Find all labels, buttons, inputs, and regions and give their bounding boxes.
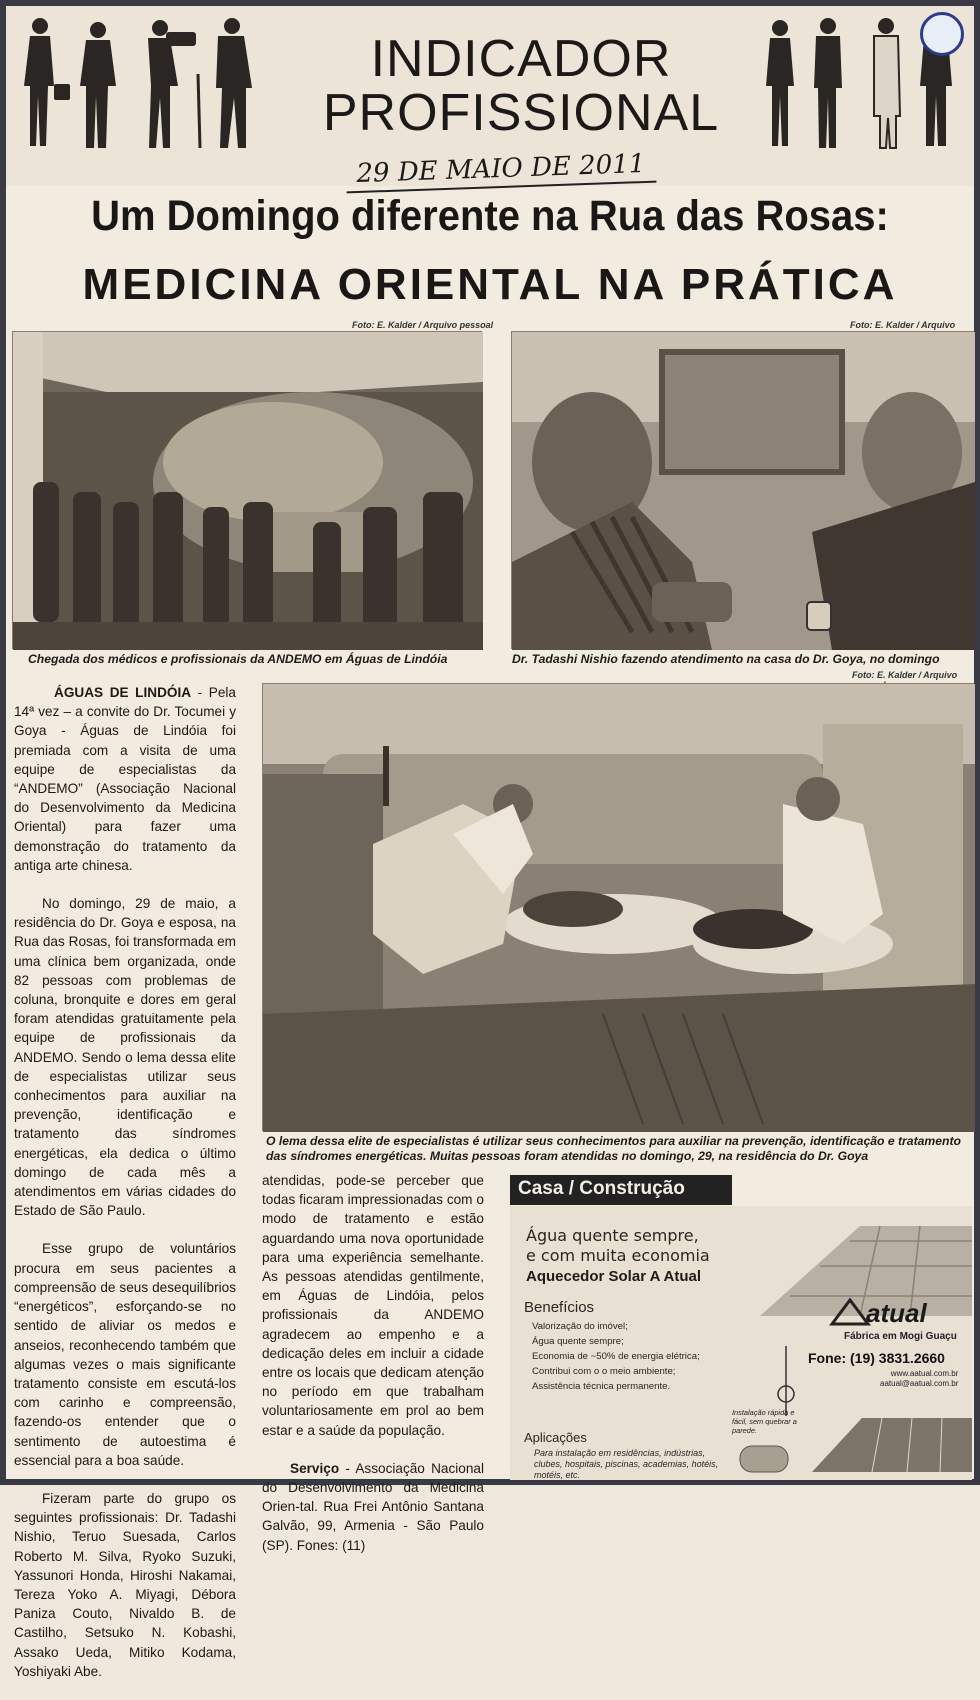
service-label: Serviço: [290, 1460, 340, 1476]
benefit-item: Valorização do imóvel;: [532, 1321, 628, 1332]
water-tank-image: [736, 1436, 792, 1480]
ad-applications-text: Para instalação em residências, indústrias, clubes, hospitais, piscinas, academias, hotéis, motéis, etc.: [534, 1448, 719, 1480]
benefit-item: Água quente sempre;: [532, 1336, 624, 1347]
photo-3-credit: Foto: E. Kalder / Arquivo: [852, 670, 958, 680]
photo-1-credit: Foto: E. Kalder / Arquivo pessoal: [352, 320, 494, 330]
photo-2-credit: Foto: E. Kalder / Arquivo: [850, 320, 956, 330]
ad-contact: [880, 1369, 958, 1389]
photo-treatment-room: [262, 683, 974, 1131]
ad-applications-title: Aplicações: [524, 1430, 587, 1445]
benefit-item: Contribui com o o meio ambiente;: [532, 1366, 676, 1377]
ad-website: www.aatual.com.br: [890, 1369, 959, 1378]
benefit-item: Assistência técnica permanente.: [532, 1381, 671, 1392]
article-column-2: [262, 1171, 484, 1574]
ad-tagline: [526, 1226, 710, 1266]
atual-logo-text: atual: [866, 1298, 927, 1328]
paragraph-5: atendidas, pode-se perceber que todas ficaram impressionadas com o modo de tratamento e estão aguardando uma nova oportunidade para uma experiência semelhante. As pessoas atendidas gentilmente, em Águas de Lindóia, pelos profissionais da ANDEMO agradecem ao empenho e a dedicação deles em incluir a cidade entre os locais que dedicam atenção no período em que trabalham voluntariosamente em prol ao bem estar e a saúde da população.: [262, 1173, 484, 1438]
section-title: [286, 32, 756, 140]
ad-section-header: Casa / Construção: [510, 1175, 732, 1205]
ad-email: aatual@aatual.com.br: [880, 1379, 959, 1388]
article-subheadline: MEDICINA ORIENTAL NA PRÁTICA: [82, 260, 898, 309]
ad-tagline-2: e com muita economia: [526, 1246, 710, 1265]
atual-logo: [828, 1296, 968, 1328]
paragraph-4: Fizeram parte do grupo os seguintes profissionais: Dr. Tadashi Nishio, Teruo Suesada, Carlos Roberto M. Silva, Ryoko Suzuki, Yassunori Honda, Hiroshi Nakamai, Tereza Yoko A. Miyagi, Débora Paniza Couto, Nivaldo B. de Castilho, Setsuko N. Kobashi, Assako Ueda, Mitiko Kodama, Yoshiyaki Abe.: [14, 1490, 236, 1679]
andemo-seal-logo: [920, 12, 964, 56]
professionals-silhouettes-left: [20, 14, 270, 154]
solar-heater-advertisement: [510, 1206, 972, 1480]
photo-arrival-group: [12, 331, 482, 649]
ad-factory: Fábrica em Mogi Guaçu: [844, 1331, 957, 1342]
article-headline: Um Domingo diferente na Rua das Rosas:: [91, 192, 889, 240]
ad-phone: Fone: (19) 3831.2660: [808, 1350, 945, 1366]
solar-collector-image: [802, 1412, 972, 1480]
section-title-line-2: PROFISSIONAL: [322, 84, 720, 142]
article-column-1: [14, 683, 236, 1700]
paragraph-6: [262, 1459, 484, 1555]
photo-3-caption: O lema dessa elite de especialistas é utilizar seus conhecimentos para auxiliar na prevenção, identificação e tratamento das síndromes energéticas. Muitas pessoas foram atendidas no domingo, 29, na residência do Dr. Goya: [266, 1134, 961, 1163]
paragraph-2: No domingo, 29 de maio, a residência do Dr. Goya e esposa, na Rua das Rosas, foi transformada em uma clínica bem organizada, onde 82 pessoas com problemas de coluna, bronquite e dores em geral foram atendidas gratuitamente pela equipe de profissionais da ANDEMO. Sendo o lema dessa elite de especialistas utilizar seus conhecimentos para auxiliar na prevenção, identificação e tratamento das síndromes energéticas, ela dedica o último domingo de cada mês a atendimentos em várias cidades do Estado de São Paulo.: [14, 896, 236, 1219]
paragraph-1: [14, 683, 236, 875]
photo-1-caption: Chegada dos médicos e profissionais da ANDEMO em Águas de Lindóia: [28, 652, 448, 666]
solar-antenna-icon: [776, 1346, 796, 1416]
paragraph-3: Esse grupo de voluntários procura em seus pacientes a compreensão de seus desequilíbrios “energéticos”, esforçando-se no sentido de aliviar os medos e anseios, reconhecendo também que algumas vezes o mais significante tratamento consiste em escutá-los com carinho e compreensão, fazendo-os entender que o sentimento de autoestima é essencial para a boa saúde.: [14, 1241, 236, 1468]
ad-benefits-title: Benefícios: [524, 1299, 595, 1316]
photo-2-caption: Dr. Tadashi Nishio fazendo atendimento na casa do Dr. Goya, no domingo: [512, 652, 940, 666]
photo-consultation: [511, 331, 974, 649]
masthead: [6, 6, 974, 190]
dateline: ÁGUAS DE LINDÓIA: [54, 685, 192, 700]
ad-benefits-list: [532, 1319, 700, 1394]
ad-product-name: Aquecedor Solar A Atual: [526, 1268, 702, 1285]
paragraph-1-text: - Pela 14ª vez – a convite do Dr. Tocumei y Goya - Águas de Lindóia foi premiada com a visita de uma equipe de especialistas da “ANDEMO” (Associação Nacional do Desenvolvimento da Medicina Oriental) para fazer uma demonstração do tratamento da antiga arte chinesa.: [14, 685, 236, 873]
ad-install-note: Instalação rápida e fácil, sem quebrar a parede.: [732, 1408, 797, 1435]
section-title-line-1: INDICADOR: [370, 30, 672, 88]
paragraph-6-text: - Associação Nacional do Desenvolvimento da Medicina Orien-tal. Rua Frei Antônio Santana Galvão, 99, Armenia - São Paulo (SP). Fones: (11): [262, 1460, 484, 1553]
ad-tagline-1: Água quente sempre,: [526, 1226, 699, 1245]
benefit-item: Economia de ~50% de energia elétrica;: [532, 1351, 700, 1362]
handwritten-date-text: 29 DE MAIO DE 2011: [355, 148, 646, 190]
